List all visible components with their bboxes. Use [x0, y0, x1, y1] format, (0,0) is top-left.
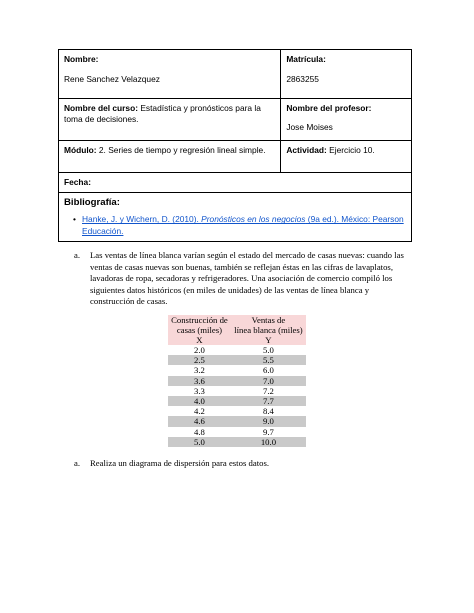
item-a-marker: a.	[74, 250, 81, 260]
x-cell: 2.0	[168, 345, 231, 355]
col-y-header-1: Ventas de	[231, 315, 306, 325]
y-cell: 9.7	[231, 427, 306, 437]
col-y-header-3: Y	[231, 335, 306, 345]
modulo-cell	[59, 141, 281, 173]
curso-cell	[59, 99, 281, 141]
curso-label: Nombre del curso:	[64, 103, 138, 113]
item-a-text: Las ventas de línea blanca varían según el estado del mercado de casas nuevas: cuando las ventas de casas nuevas son buenas, también se reflejan éstas en las cifras de lavaplatos, lavadoras de ropa, secadoras y refrigeradores. Una asociación de comercio compiló los siguientes datos históricos (en miles de unidades) de las ventas de línea blanca y construcción de casas.	[90, 250, 404, 306]
item-b-paragraph	[74, 458, 414, 470]
table-row	[168, 355, 306, 365]
bibliography-link[interactable]	[64, 214, 406, 237]
x-cell: 5.0	[168, 437, 231, 447]
data-table	[168, 315, 306, 447]
table-row	[168, 427, 306, 437]
y-cell: 8.4	[231, 406, 306, 416]
bibliografia-label: Bibliografía:	[64, 197, 120, 209]
y-cell: 5.5	[231, 355, 306, 365]
y-cell: 7.2	[231, 386, 306, 396]
x-cell: 3.2	[168, 365, 231, 375]
y-cell: 9.0	[231, 416, 306, 426]
table-row	[168, 406, 306, 416]
curso-value: Estadística y pronósticos para la toma de decisiones.	[64, 103, 261, 125]
matricula-label: Matrícula:	[286, 54, 326, 64]
nombre-label: Nombre:	[64, 54, 99, 64]
col-x-header-3: X	[168, 335, 231, 345]
x-cell: 2.5	[168, 355, 231, 365]
table-row	[168, 437, 306, 447]
x-cell: 4.0	[168, 396, 231, 406]
profesor-label: Nombre del profesor:	[286, 103, 372, 113]
y-cell: 10.0	[231, 437, 306, 447]
y-cell: 7.7	[231, 396, 306, 406]
fecha-cell	[59, 173, 412, 193]
bib-authors: Hanke, J. y Wichern, D. (2010).	[82, 214, 202, 225]
actividad-cell	[281, 141, 412, 173]
table-row	[168, 416, 306, 426]
table-row	[168, 386, 306, 396]
header-info-table	[58, 49, 412, 242]
nombre-value: Rene Sanchez Velazquez	[64, 74, 160, 85]
bibliografia-cell	[59, 193, 412, 242]
matricula-cell	[281, 50, 412, 99]
table-row	[168, 365, 306, 375]
x-cell: 4.6	[168, 416, 231, 426]
matricula-value: 2863255	[286, 74, 319, 85]
bib-rest: (9a ed.). México: Pearson Educación.	[82, 214, 404, 236]
y-cell: 5.0	[231, 345, 306, 355]
x-cell: 3.3	[168, 386, 231, 396]
bullet-icon: •	[73, 214, 76, 225]
modulo-label: Módulo:	[64, 145, 97, 155]
y-cell: 6.0	[231, 365, 306, 375]
actividad-label: Actividad:	[286, 145, 327, 155]
col-x-header-2: casas (miles)	[168, 325, 231, 335]
y-cell: 7.0	[231, 376, 306, 386]
item-b-marker: a.	[74, 458, 81, 468]
bib-title: Pronósticos en los negocios	[201, 214, 306, 225]
profesor-cell	[281, 99, 412, 141]
col-y-header-2: línea blanca (miles)	[231, 325, 306, 335]
table-row	[168, 345, 306, 355]
profesor-value: Jose Moises	[286, 122, 333, 133]
x-cell: 4.2	[168, 406, 231, 416]
fecha-label: Fecha:	[64, 177, 91, 187]
nombre-cell	[59, 50, 281, 99]
modulo-value: 2. Series de tiempo y regresión lineal simple.	[98, 145, 266, 155]
item-b-text: Realiza un diagrama de dispersión para estos datos.	[90, 458, 270, 468]
table-row	[168, 376, 306, 386]
col-x-header-1: Construcción de	[168, 315, 231, 325]
x-cell: 3.6	[168, 376, 231, 386]
actividad-value: Ejercicio 10.	[329, 145, 375, 155]
x-cell: 4.8	[168, 427, 231, 437]
item-a-paragraph	[74, 250, 414, 308]
table-row	[168, 396, 306, 406]
